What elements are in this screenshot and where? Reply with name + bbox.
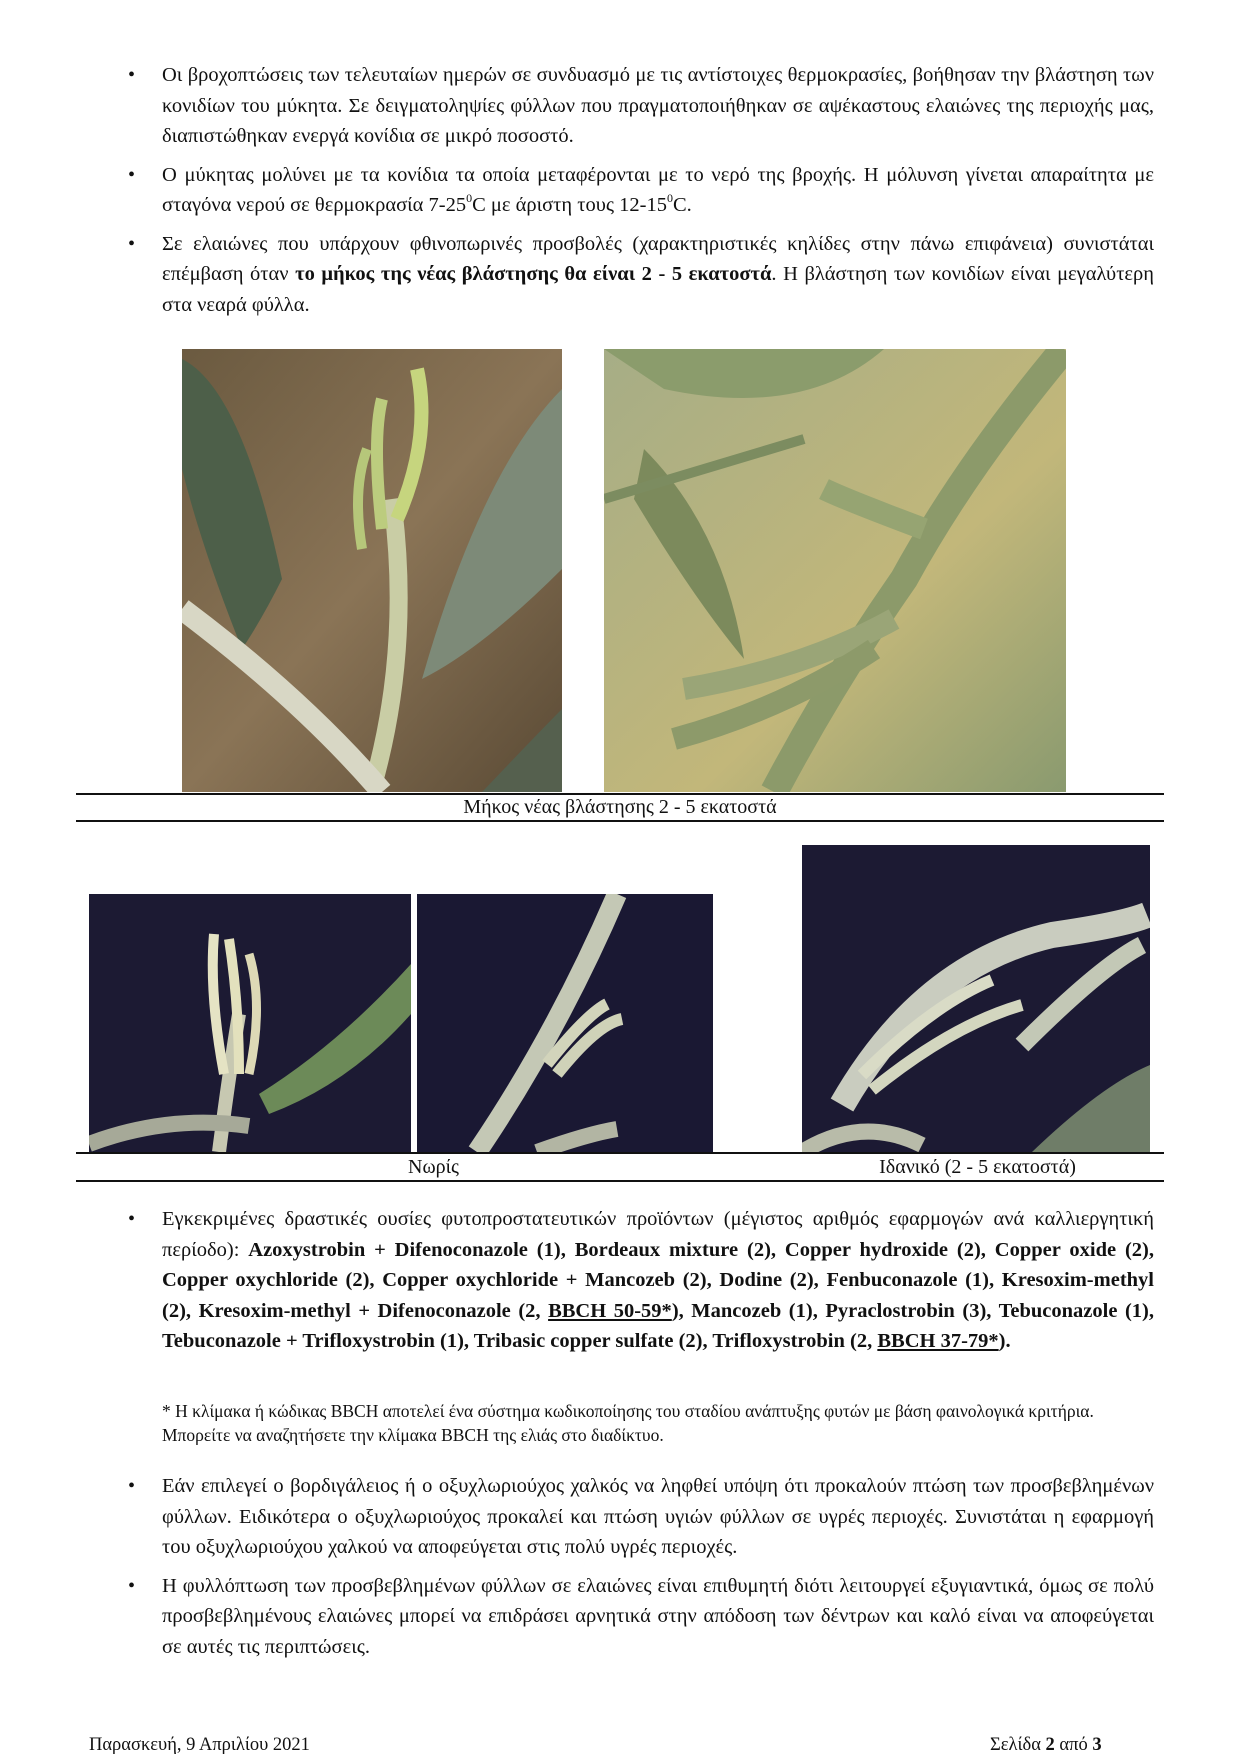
early-stage-photo-1 [89, 894, 411, 1152]
bullet-rainfall: • Οι βροχοπτώσεις των τελευταίων ημερών σε συνδυασμό με τις αντίστοιχες θερμοκρασίες, βοήθησαν την βλάστηση των κονιδίων του μύκητα. Σε δειγματοληψίες φύλλων που πραγματοποιήθηκαν σε αψέκαστους ελαιώνες της περιοχής μας, διαπιστώθηκαν ενεργά κονίδια σε μικρό ποσοστό. [128, 60, 1154, 152]
ideal-stage-photo [802, 845, 1150, 1152]
bullet-leaf-drop: • Η φυλλόπτωση των προσβεβλημένων φύλλων σε ελαιώνες είναι επιθυμητή διότι λειτουργεί εξυγιαντικά, όμως σε πολύ προσβεβλημένους ελαιώνες μπορεί να επιδράσει αρνητικά στην απόδοση των δέντρων και καλό είναι να αποφεύγεται σε αυτές τις περιπτώσεις. [128, 1571, 1154, 1663]
bullet-intervention: • Σε ελαιώνες που υπάρχουν φθινοπωρινές προσβολές (χαρακτηριστικές κηλίδες στην πάνω επιφάνεια) συνιστάται επέμβαση όταν το μήκος της νέας βλάστησης θα είναι 2 - 5 εκατοστά. Η βλάστηση των κονιδίων είναι μεγαλύτερη στα νεαρά φύλλα. [128, 229, 1154, 321]
early-stage-photo-2 [417, 894, 713, 1152]
top-bullet-list [128, 60, 1154, 328]
footer-page-number: Σελίδα 2 από 3 [990, 1735, 1102, 1755]
caption-rule-top-2 [76, 1152, 1164, 1154]
olive-shoot-photo-2 [604, 349, 1066, 792]
footer-date: Παρασκευή, 9 Απριλίου 2021 [89, 1735, 310, 1755]
caption-rule-bottom-1 [76, 820, 1164, 822]
bullet-infection: • Ο μύκητας μολύνει με τα κονίδια τα οποία μεταφέρονται με το νερό της βροχής. Η μόλυνση γίνεται απαραίτητα με σταγόνα νερού σε θερμοκρασία $7-25^0C$ με άριστη τους $12-15^0C$. [128, 160, 1154, 221]
caption-rule-bottom-2 [76, 1180, 1164, 1182]
bottom-bullet-list [128, 1471, 1154, 1670]
caption-shoot-length: Μήκος νέας βλάστησης 2 - 5 εκατοστά [463, 796, 777, 818]
bullet-approved-substances: • Εγκεκριμένες δραστικές ουσίες φυτοπροστατευτικών προϊόντων (μέγιστος αριθμός εφαρμογών ανά καλλιεργητική περίοδο): Azoxystrobin + Difenoconazole (1), Bordeaux mixture (2), Copper hydroxide (2), Copper oxide (2), Copper oxychloride (2), Copper oxychloride + Mancozeb (2), Dodine (2), Fenbuconazole (1), Kresoxim-methyl (2), Kresoxim-methyl + Difenoconazole (2, BBCH 50-59*), Mancozeb (1), Pyraclostrobin (3), Tebuconazole (1), Tebuconazole + Trifloxystrobin (1), Tribasic copper sulfate (2), Trifloxystrobin (2, BBCH 37-79*). [128, 1204, 1154, 1357]
approved-substances-list [128, 1204, 1154, 1365]
bullet-copper-warning: • Εάν επιλεγεί ο βορδιγάλειος ή ο οξυχλωριούχος χαλκός να ληφθεί υπόψη ότι προκαλούν πτώση των προσβεβλημένων φύλλων. Ειδικότερα ο οξυχλωριούχος προκαλεί και πτώση υγιών φύλλων σε υγρές περιοχές. Συνιστάται η εφαρμογή του οξυχλωριούχου χαλκού να αποφεύγεται στις πολύ υγρές περιοχές. [128, 1471, 1154, 1563]
caption-early: Νωρίς [408, 1156, 459, 1178]
olive-shoot-photo-1 [182, 349, 562, 792]
caption-ideal: Ιδανικό (2 - 5 εκατοστά) [879, 1156, 1076, 1178]
bbch-footnote: * Η κλίμακα ή κώδικας BBCH αποτελεί ένα σύστημα κωδικοποίησης του σταδίου ανάπτυξης φυτών με βάση φαινολογικά κριτήρια. Μπορείτε να αναζητήσετε την κλίμακα BBCH της ελιάς στο διαδίκτυο. [162, 1401, 1094, 1445]
